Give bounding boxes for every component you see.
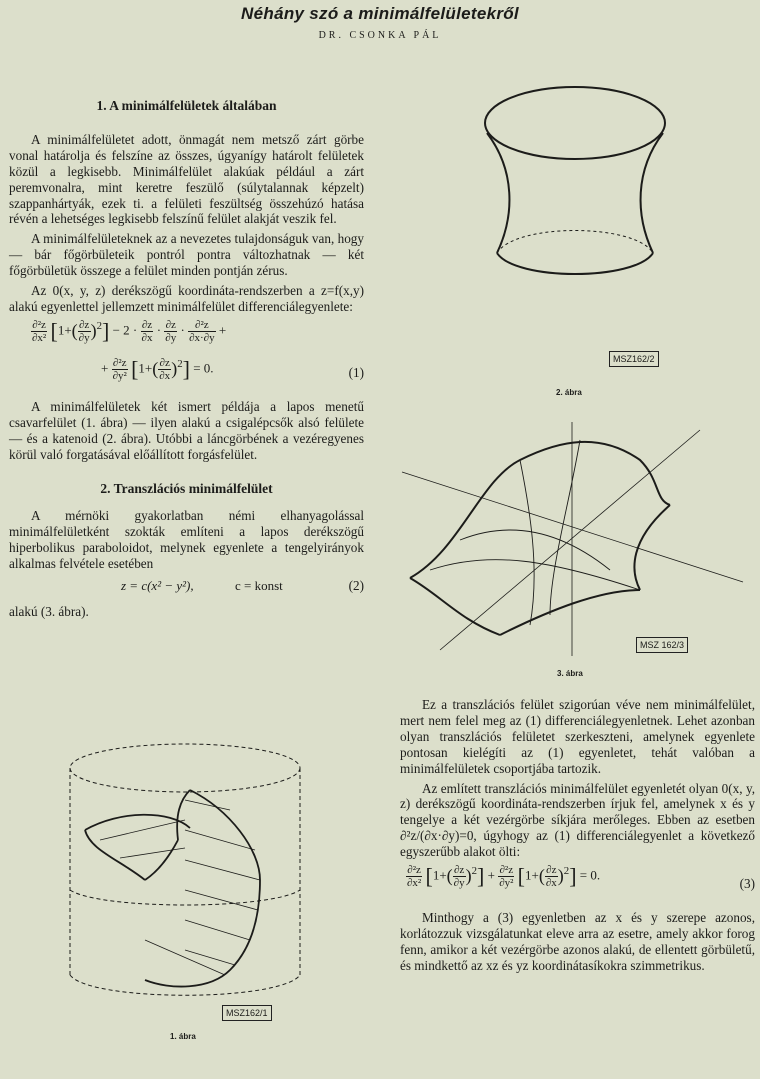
equation-3-number: (3) <box>739 876 755 892</box>
right-column <box>400 697 755 978</box>
left-column <box>9 98 364 624</box>
section-2-after-equation-2: alakú (3. ábra). <box>9 604 89 620</box>
section-1-paragraph-4: A minimálfelületek két ismert példája a lapos menetű csavarfelület (1. ábra) — ilyen alakú a csigalépcsők alsó felülete — és a katenoid (2. ábra). Utóbbi a láncgörbének a vezéregyenes körül való forgatásával előállított forgásfelület. <box>9 398 364 462</box>
equation-2-formula: z = c(x² − y²), <box>121 578 194 594</box>
figure-2-catenoid <box>475 85 675 285</box>
equation-2-constant: c = konst <box>235 578 283 594</box>
equation-1-number: (1) <box>348 364 364 380</box>
figure-3-caption: 3. ábra <box>557 669 583 678</box>
equation-3: $\frac{\text{∂²z}}{\text{∂x²}}$ [1+( $\frac{\partial z}{\partial y}$ )$^2$] + $\frac{\text{∂²z}}{\text{∂y²}}$ [1+( $\frac{\partial z}{\partial x}$ )$^2$] = 0. (3) <box>407 863 755 892</box>
figure-1-stamp: MSZ162/1 <box>222 1005 272 1021</box>
article-title: Néhány szó a minimálfelületekről <box>241 4 519 23</box>
author-line: DR. CSONKA PÁL <box>318 30 442 41</box>
section-1-paragraph-2: A minimálfelületeknek az a nevezetes tulajdonságuk van, hogy — bár főgörbületeik pontról pontra változhatnak — két főgörbületük összege a felület minden pontján zérus. <box>9 231 364 279</box>
equation-1: $\frac{\text{∂²z}}{\text{∂x²}}$ [1+( $\frac{\partial z}{\partial y}$ )$^2$] − 2 · $\frac{\partial z}{\partial x}$ · $\frac{\partial z}{\partial y}$ · $\frac{\text{∂²z}}{\partial x\cdot\partial y}$ + + $\frac{\text{∂²z}}{\text{∂y²}}$ [1+( $\frac{\partial z}{\partial x}$ )$^2$] = 0. (1) <box>32 318 364 382</box>
section-2-paragraph-1: A mérnöki gyakorlatban némi elhanyagolással minimálfelületként szokták említeni a lapos derékszögű hiperbolikus paraboloidot, melynek egyenlete a tengelyirányok alkalmas felvétele esetében <box>9 508 364 572</box>
figure-3-hyperbolic-paraboloid <box>400 420 745 660</box>
section-2-paragraph-2: Ez a transzlációs felület szigorúan véve nem minimálfelület, mert nem felel meg az (1) differenciálegyenletnek. Lehet azonban olyan transzlációs felületet szerkeszteni, amelynek egyenlete pontosan kielégíti az (1) egyenletet, tehát valóban a minimálfelületek csoportjába tartozik. <box>400 697 755 776</box>
section-1-paragraph-3: Az 0(x, y, z) derékszögű koordináta-rendszerben a z=f(x,y) alakú egyenlettel jellemzett minimálfelület differenciálegyenlete: <box>9 283 364 314</box>
equation-2 <box>9 576 364 598</box>
figure-3-stamp: MSZ 162/3 <box>636 637 688 653</box>
figure-1-caption: 1. ábra <box>170 1032 196 1041</box>
figure-2-stamp: MSZ162/2 <box>609 351 659 367</box>
section-1-heading: 1. A minimálfelületek általában <box>96 98 277 113</box>
section-2-paragraph-3: Az említett transzlációs minimálfelület egyenletét olyan 0(x, y, z) derékszögű koordináta-rendszerben írjuk fel, amelynek x és y tengelye a két vezérgörbe síkjára merőleges. Ebben az esetben ∂²z/(∂x·∂y)=0, úgyhogy az (1) differenciálegyenlet a következő egyszerűbb alakot ölti: <box>400 780 755 860</box>
section-2-heading: 2. Transzlációs minimálfelület <box>100 480 273 496</box>
figure-2-caption: 2. ábra <box>556 388 582 397</box>
figure-1-helicoid <box>60 740 320 1010</box>
equation-2-number: (2) <box>348 578 364 594</box>
section-2-paragraph-4: Minthogy a (3) egyenletben az x és y szerepe azonos, korlátozzuk vizsgálatunkat eleve arra az esetre, amely akkor forog fenn, amikor a két vezérgörbe azonos alakú, de ellentett görbületű, és mindkettő az xz és yz koordinátasíkokra szimmetrikus. <box>400 910 755 973</box>
section-1-paragraph-1: A minimálfelületet adott, önmagát nem metsző zárt görbe vonal határolja és felszíne az összes, úgyanígy határolt felületek közül a legkisebb. Minimálfelület alakúak például a zárt peremvonalra, mint keretre feszülő (súlytalannak képzelt) szappanhártyák, ezek ti. a felületi feszültség összehúzó hatása révén a lehetséges legkisebb felszínű felület alakját veszik fel. <box>9 131 364 227</box>
